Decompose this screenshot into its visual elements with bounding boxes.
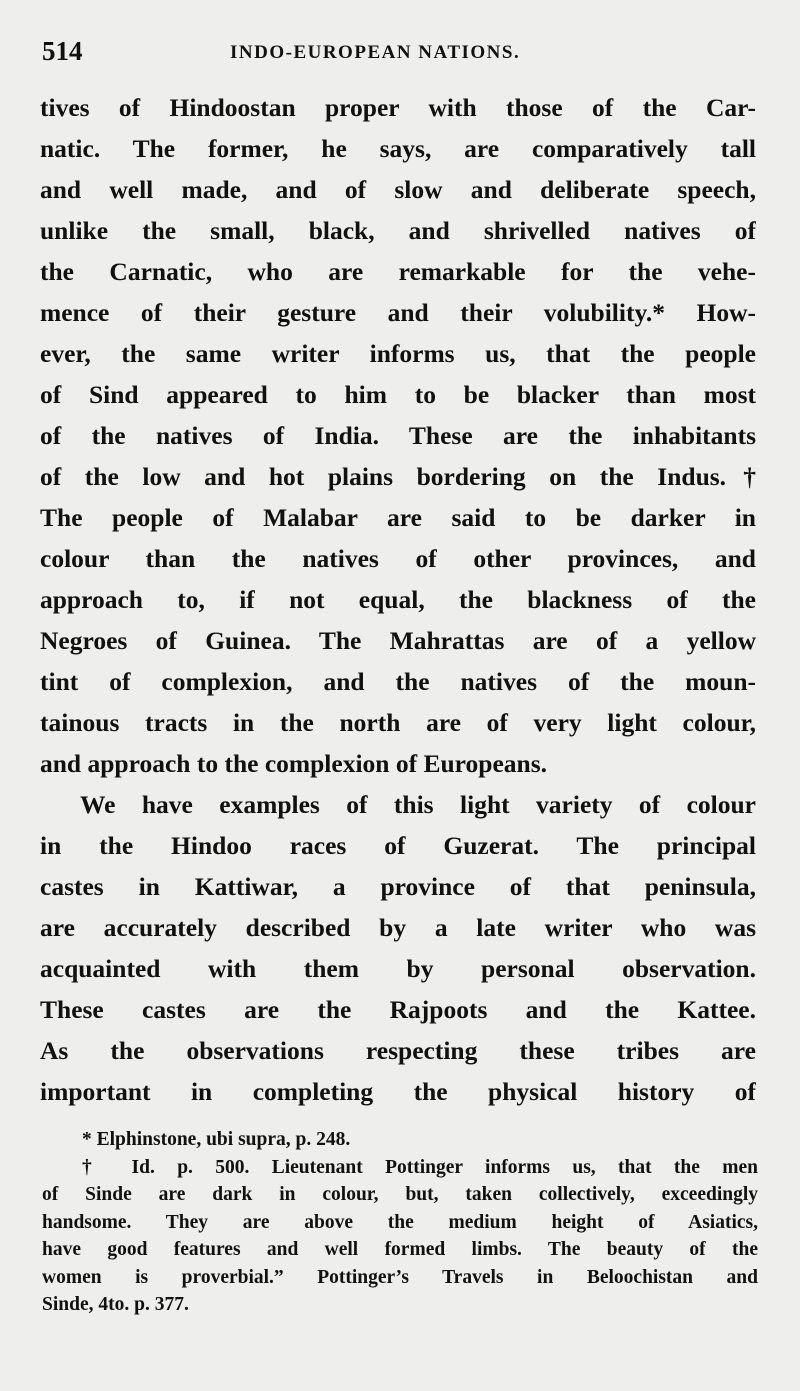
body-line: These castes are the Rajpoots and the Kattee. [40,995,756,1024]
running-head: INDO-EUROPEAN NATIONS. [230,42,521,63]
body-line: As the observations respecting these tribes are [40,1036,756,1065]
page-header [42,36,758,72]
footnote-line: Sinde, 4to. p. 377. [42,1294,189,1315]
body-line: tainous tracts in the north are of very light colour, [40,708,756,737]
footnote-line: handsome. They are above the medium height of Asiatics, [42,1211,758,1233]
footnote-line: have good features and well formed limbs. The beauty of the [42,1239,758,1260]
body-line: Negroes of Guinea. The Mahrattas are of a yellow [40,626,756,655]
footnote-line: * Elphinstone, ubi supra, p. 248. [82,1129,351,1150]
body-line: tint of complexion, and the natives of the moun- [40,667,756,696]
body-line: mence of their gesture and their volubility.* How- [40,298,756,327]
body-line: of the low and hot plains bordering on the Indus.† [40,462,756,491]
body-line: the Carnatic, who are remarkable for the vehe- [40,257,756,286]
body-line: castes in Kattiwar, a province of that peninsula, [40,872,756,901]
footnotes [42,1126,758,1319]
body-line: approach to, if not equal, the blackness of the [40,585,756,614]
footnote-line: women is proverbial.” Pottinger’s Travels in Beloochistan and [42,1266,758,1288]
body-line: acquainted with them by personal observation. [40,954,756,983]
footnote-line: † Id. p. 500. Lieutenant Pottinger informs us, that the men [82,1156,758,1178]
body-line: important in completing the physical history of [40,1077,756,1106]
body-line: and approach to the complexion of Europeans. [40,749,547,778]
body-line: We have examples of this light variety of colour [80,790,756,819]
footnote-line: of Sinde are dark in colour, but, taken collectively, exceedingly [42,1184,758,1205]
body-line: natic. The former, he says, are comparatively tall [40,134,756,163]
body-line: unlike the small, black, and shrivelled natives of [40,216,756,245]
body-line: of the natives of India. These are the inhabitants [40,421,756,450]
body-line: are accurately described by a late writer who was [40,913,756,942]
body-line: in the Hindoo races of Guzerat. The principal [40,831,756,860]
body-line: and well made, and of slow and deliberate speech, [40,175,756,204]
body-line: ever, the same writer informs us, that the people [40,339,756,368]
body-line: tives of Hindoostan proper with those of the Car- [40,93,756,122]
body-line: of Sind appeared to him to be blacker than most [40,380,756,409]
body-line: The people of Malabar are said to be darker in [40,503,756,532]
body-line: colour than the natives of other provinces, and [40,544,756,573]
body-text [40,87,756,1112]
page-number: 514 [42,36,83,66]
